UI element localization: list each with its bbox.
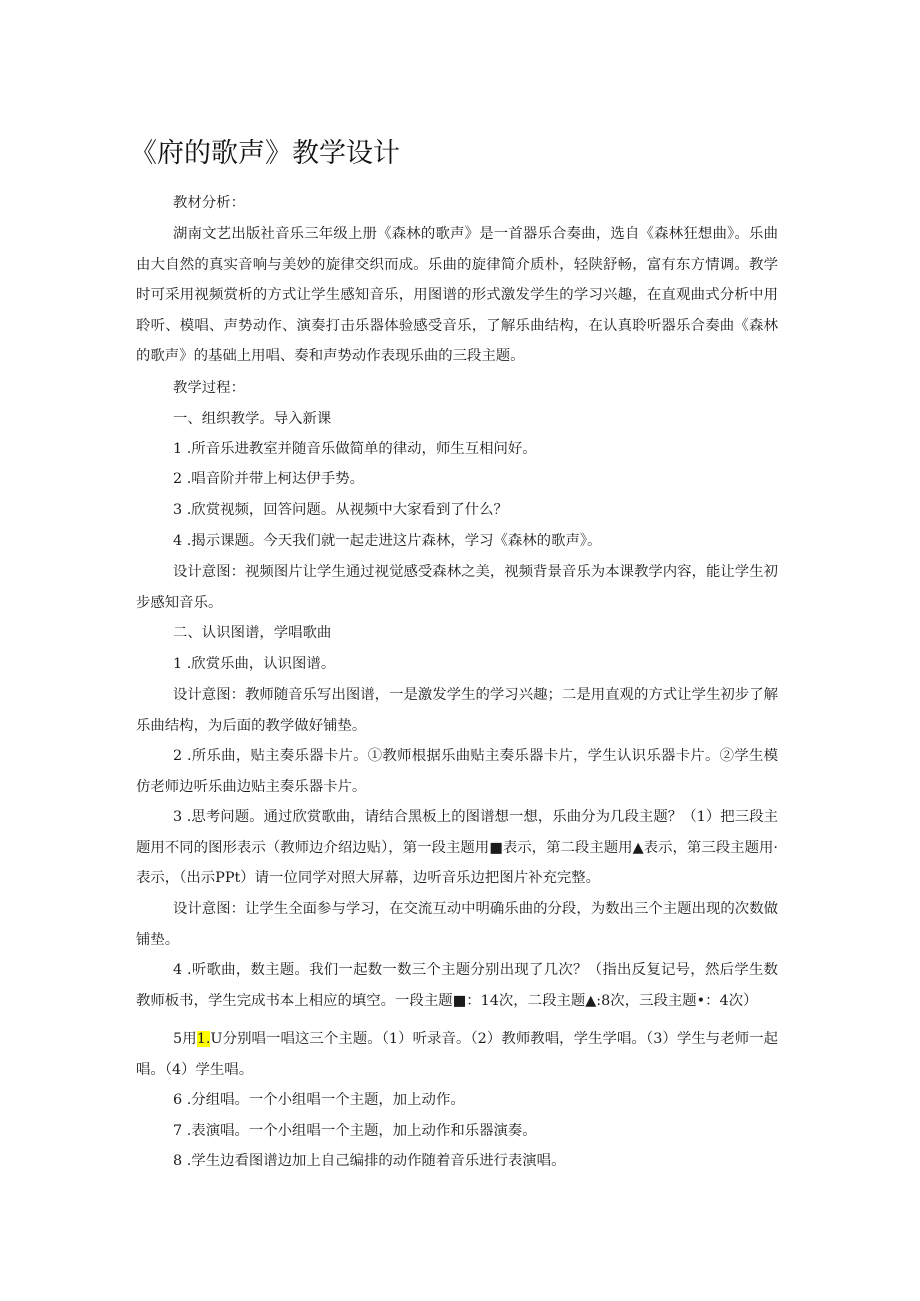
list-item: 3 .思考问题。通过欣赏歌曲，请结合黑板上的图谱想一想，乐曲分为几段主题？（1）把三段主题用不同的图形表示（教师边介绍边贴），第一段主题用■表示，第二段主题用▲表示，第三段主题用·表示，（出示PPt）请一位同学对照大屏幕，边听音乐边把图片补充完整。 — [136, 809, 778, 886]
list-item: 2 .唱音阶并带上柯达伊手势。 — [173, 471, 364, 487]
list-item: 7 .表演唱。一个小组唱一个主题，加上动作和乐器演奏。 — [173, 1123, 537, 1139]
list-item: 4 .听歌曲，数主题。我们一起数一数三个主题分别出现了几次？（指出反复记号，然后学生数教师板书，学生完成书本上相应的填空。一段主题■：14次，二段主题▲:8次，三段主题•：4次） — [136, 962, 778, 1009]
section-heading-2: 二、认识图谱，学唱歌曲 — [173, 625, 332, 641]
list-item — [136, 1024, 778, 1085]
analysis-paragraph: 湖南文艺出版社音乐三年级上册《森林的歌声》是一首器乐合奏曲，选自《森林狂想曲》。乐曲由大自然的真实音响与美妙的旋律交织而成。乐曲的旋律简介质朴，轻陕舒畅，富有东方情调。教学时可采用视频赏析的方式让学生感知音乐，用图谱的形式激发学生的学习兴趣，在直观曲式分析中用聆听、模唱、声势动作、演奏打击乐器体验感受音乐，了解乐曲结构，在认真聆听器乐合奏曲《森林的歌声》的基础上用唱、奏和声势动作表现乐曲的三段主题。 — [136, 226, 778, 364]
design-intent-paragraph: 设计意图：让学生全面参与学习，在交流互动中明确乐曲的分段，为数出三个主题出现的次数做铺垫。 — [136, 901, 778, 948]
highlighted-text: 1. — [196, 1031, 211, 1047]
list-item: 4 .揭示课题。今天我们就一起走进这片森林，学习《森林的歌声》。 — [173, 533, 602, 549]
design-intent-paragraph: 设计意图：教师随音乐写出图谱，一是激发学生的学习兴趣；二是用直观的方式让学生初步了解乐曲结构，为后面的教学做好铺垫。 — [136, 687, 778, 734]
item-text: U分别唱一唱这三个主题。（1）听录音。（2）教师教唱，学生学唱。（3）学生与老师一起唱。（4）学生唱。 — [136, 1031, 779, 1078]
list-item: 1 .欣赏乐曲，认识图谱。 — [173, 656, 336, 672]
list-item: 2 .所乐曲，贴主奏乐器卡片。①教师根据乐曲贴主奏乐器卡片，学生认识乐器卡片。②学生模仿老师边听乐曲边贴主奏乐器卡片。 — [136, 748, 778, 795]
list-item: 6 .分组唱。一个小组唱一个主题，加上动作。 — [173, 1092, 465, 1108]
item-prefix: 5用 — [173, 1031, 197, 1047]
list-item: 3 .欣赏视频，回答问题。从视频中大家看到了什么？ — [173, 502, 508, 518]
list-item: 8 .学生边看图谱边加上自己编排的动作随着音乐进行表演唱。 — [173, 1153, 566, 1169]
list-item: 1 .所音乐进教室并随音乐做简单的律动，师生互相问好。 — [173, 441, 537, 457]
design-intent-paragraph: 设计意图：视频图片让学生通过视觉感受森林之美，视频背景音乐为本课教学内容，能让学生初步感知音乐。 — [136, 564, 778, 611]
analysis-heading: 教材分析： — [173, 195, 245, 211]
document-title: 《府的歌声》教学设计 — [130, 138, 400, 169]
section-heading-1: 一、组织教学。导入新课 — [173, 411, 332, 427]
process-heading: 教学过程： — [173, 380, 245, 396]
